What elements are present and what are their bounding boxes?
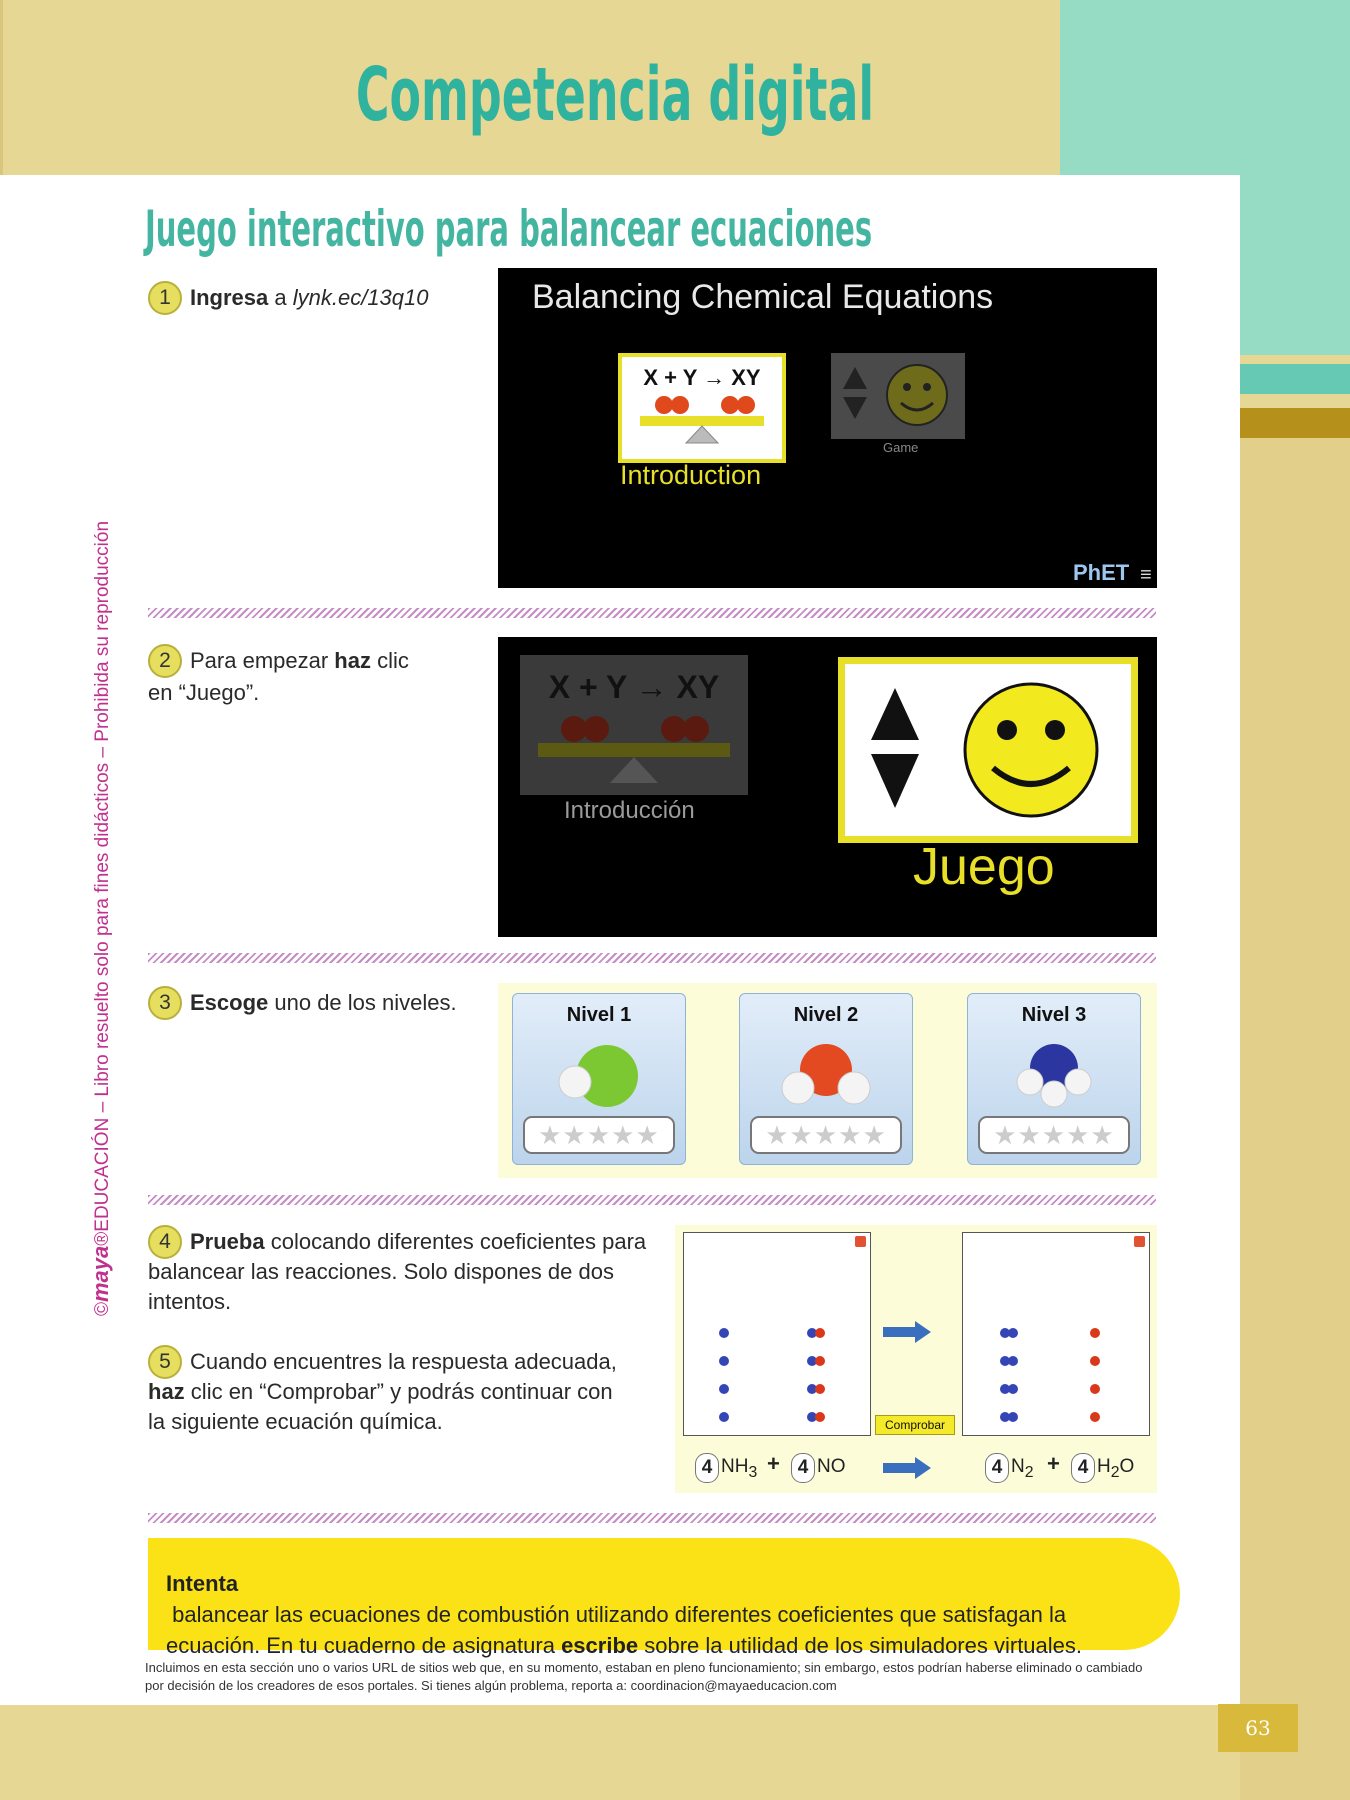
- reactant-molecules: [712, 1323, 852, 1433]
- step-5-line1: Cuando encuentres la respuesta adecuada,: [190, 1349, 617, 1374]
- game-screen-card[interactable]: [838, 657, 1138, 843]
- step-4-bold: Prueba: [190, 1229, 265, 1254]
- step-3-text: [190, 988, 457, 1018]
- level-title: Nivel 2: [793, 1004, 859, 1026]
- intro-equation: X + Y → XY: [643, 365, 761, 390]
- close-icon[interactable]: [1134, 1236, 1145, 1247]
- balance-icon: [534, 715, 734, 791]
- separator-4: [148, 1513, 1156, 1523]
- step-2-line2: en “Juego”.: [148, 680, 260, 705]
- step-number-2: 2: [148, 644, 182, 678]
- step-2-post: clic: [370, 648, 409, 673]
- star-rating: ★★★★★: [978, 1116, 1130, 1154]
- intro-screen-card[interactable]: [618, 353, 786, 463]
- star-rating: ★★★★★: [523, 1116, 675, 1154]
- separator-3: [148, 1195, 1156, 1205]
- step-1-text: [190, 283, 429, 313]
- registered-symbol: ®: [92, 1231, 113, 1246]
- gold-accent-strip: [1240, 408, 1350, 438]
- callout-text-2: ecuación. En tu cuaderno de asignatura: [166, 1633, 562, 1658]
- step-4-line3: intentos.: [148, 1289, 232, 1314]
- product-molecules: [999, 1323, 1139, 1433]
- step-3-post: uno de los niveles.: [268, 990, 457, 1015]
- phet-title: Balancing Chemical Equations: [532, 278, 994, 316]
- molecule-icon: [1004, 1040, 1104, 1114]
- game-screen-card[interactable]: [831, 353, 965, 439]
- arrow-right-icon: [883, 1321, 933, 1343]
- separator-1: [148, 608, 1156, 618]
- footnote: [145, 1659, 1165, 1695]
- callout-text: [166, 1568, 1126, 1661]
- step-number-3: 3: [148, 986, 182, 1020]
- step-number-5: 5: [148, 1345, 182, 1379]
- formula-text: N: [1011, 1456, 1025, 1477]
- formula-text: O: [1119, 1456, 1135, 1477]
- step-number-4: 4: [148, 1225, 182, 1259]
- comprobar-button[interactable]: Comprobar: [875, 1415, 955, 1435]
- level-title: Nivel 3: [1021, 1004, 1087, 1026]
- game-smiley-icon: [837, 363, 961, 431]
- right-margin-column: [1240, 438, 1350, 1800]
- balance-icon: [634, 395, 770, 453]
- molecule-icon: [553, 1042, 645, 1112]
- screenshot-phet-home: [498, 268, 1157, 588]
- step-2-pre: Para empezar: [190, 648, 335, 673]
- page-title: Competencia digital: [355, 52, 875, 138]
- star-rating: ★★★★★: [750, 1116, 902, 1154]
- callout-text-1: balancear las ecuaciones de combustión utilizando diferentes coeficientes que satisfagan la: [166, 1602, 1067, 1627]
- page-number-badge: [1218, 1704, 1298, 1752]
- screenshot-level-select: [498, 983, 1157, 1178]
- left-margin-line: [0, 0, 3, 175]
- intro-screen-card[interactable]: [520, 655, 748, 795]
- game-label: Game: [883, 440, 919, 455]
- formula-text: NH: [721, 1456, 749, 1477]
- step-5-bold: haz: [148, 1379, 185, 1404]
- coefficient-field[interactable]: 4: [1071, 1453, 1095, 1483]
- coefficient-field[interactable]: 4: [791, 1453, 815, 1483]
- copyright-side-note: [88, 521, 114, 1316]
- screenshot-phet-game-select: [498, 637, 1157, 937]
- step-1-link[interactable]: lynk.ec/13q10: [292, 285, 429, 310]
- game-smiley-icon: [855, 678, 1121, 824]
- footnote-line-1: Incluimos en esta sección uno o varios URL de sitios web que, en su momento, estaban en pleno funcionamiento; sin embargo, estos podrían haberse eliminado o cambiado: [145, 1660, 1143, 1675]
- brand-name: maya: [88, 1245, 113, 1302]
- plus-sign: +: [1047, 1451, 1060, 1476]
- plus-sign: +: [767, 1451, 780, 1476]
- menu-icon[interactable]: ≡: [1140, 564, 1152, 586]
- step-1-pre: a: [268, 285, 293, 310]
- step-5-line3: la siguiente ecuación química.: [148, 1409, 443, 1434]
- coefficient-field[interactable]: 4: [985, 1453, 1009, 1483]
- screenshot-balance-equation: [675, 1225, 1157, 1493]
- level-card-2[interactable]: [739, 993, 913, 1165]
- product-1-formula: [1011, 1453, 1034, 1487]
- step-2-bold: haz: [334, 648, 371, 673]
- coefficient-field[interactable]: 4: [695, 1453, 719, 1483]
- close-icon[interactable]: [855, 1236, 866, 1247]
- step-4-text: [190, 1227, 646, 1257]
- formula-subscript: 2: [1024, 1463, 1034, 1481]
- footnote-line-2: por decisión de los creadores de esos portales. Si tienes algún problema, reporta a: coordinacion@mayaeducacion.com: [145, 1678, 837, 1693]
- callout-text-3: sobre la utilidad de los simuladores virtuales.: [638, 1633, 1083, 1658]
- intro-equation: X + Y → XY: [548, 669, 720, 705]
- callout-bold-2: escribe: [561, 1633, 639, 1658]
- reactants-box: [683, 1232, 871, 1436]
- teal-accent-strip: [1240, 364, 1350, 394]
- game-label: Juego: [913, 838, 1055, 896]
- step-4-line2: balancear las reacciones. Solo dispones de dos: [148, 1259, 614, 1284]
- callout-bold-1: Intenta: [166, 1571, 239, 1596]
- intro-label: Introducción: [564, 797, 695, 824]
- copyright-symbol: ©: [92, 1302, 113, 1316]
- level-card-1[interactable]: [512, 993, 686, 1165]
- section-title: Juego interactivo para balancear ecuaciones: [145, 200, 873, 258]
- level-card-3[interactable]: [967, 993, 1141, 1165]
- reactant-2-formula: NO: [817, 1456, 846, 1477]
- reactant-1-formula: [721, 1453, 757, 1487]
- step-1-bold: Ingresa: [190, 285, 269, 310]
- formula-text: H: [1097, 1456, 1111, 1477]
- step-5-line2: [148, 1377, 613, 1407]
- step-3-bold: Escoge: [190, 990, 269, 1015]
- level-title: Nivel 1: [566, 1004, 632, 1026]
- products-box: [962, 1232, 1150, 1436]
- formula-subscript: 3: [748, 1463, 758, 1481]
- formula-subscript: 2: [1110, 1463, 1120, 1481]
- arrow-right-icon: [883, 1457, 933, 1479]
- phet-logo: PhET: [1073, 560, 1130, 585]
- intro-label: Introduction: [620, 460, 762, 490]
- step-2-text: [190, 646, 409, 676]
- step-4-post: colocando diferentes coeficientes para: [264, 1229, 647, 1254]
- product-2-formula: [1097, 1453, 1134, 1487]
- molecule-icon: [772, 1042, 880, 1112]
- separator-2: [148, 953, 1156, 963]
- side-note-text: EDUCACIÓN – Libro resuelto solo para fines didácticos – Prohibida su reproducción: [92, 520, 113, 1232]
- page-number: 63: [1245, 1716, 1271, 1740]
- step-number-1: 1: [148, 281, 182, 315]
- step-5-post: clic en “Comprobar” y podrás continuar con: [184, 1379, 613, 1404]
